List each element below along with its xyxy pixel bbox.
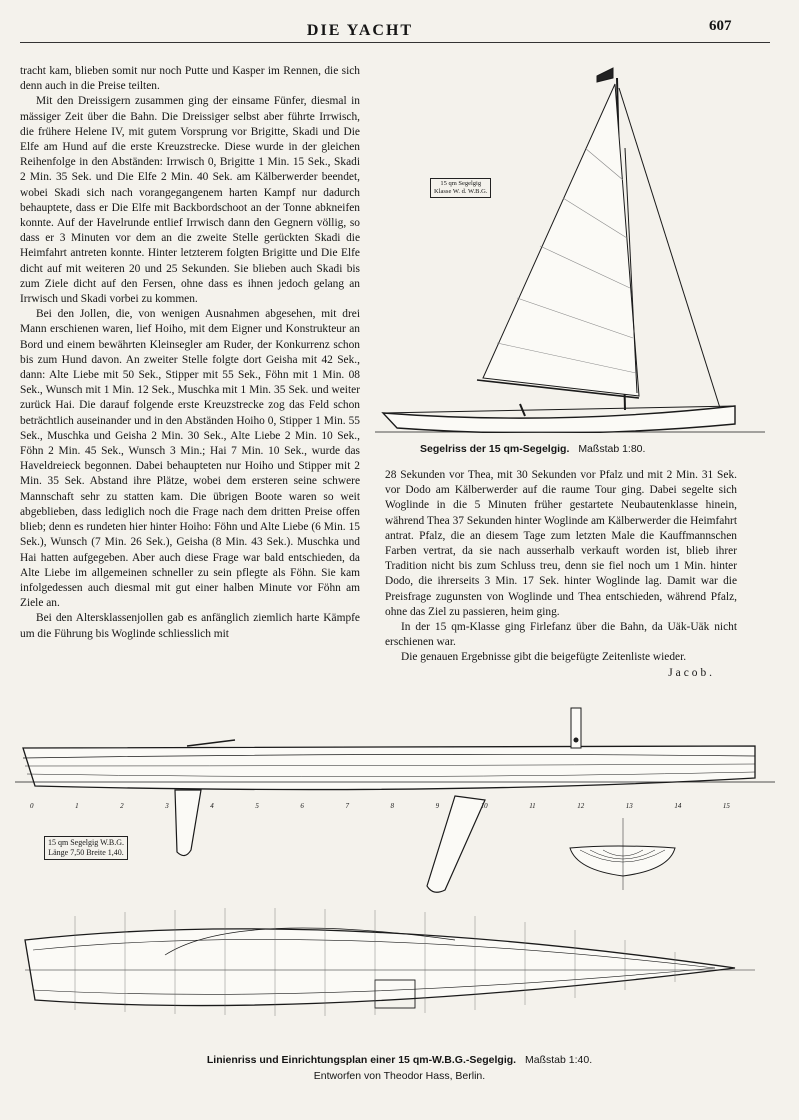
station-number: 12 [577,802,585,810]
caption-title: Segelriss der 15 qm-Segelgig. [420,443,570,455]
signoff-line [385,666,737,681]
station-number: 7 [345,802,349,810]
sail-plan-stamp [430,178,491,198]
station-number: 2 [120,802,124,810]
paragraph: In der 15 qm-Klasse ging Firlefanz über die Bahn, da Uäk-Uäk nicht erschienen war. [385,621,737,649]
station-numbers [30,802,730,810]
header-rule [20,42,770,43]
paragraph: Die genauen Ergebnisse gibt die beigefügte Zeitenliste wieder. [401,651,687,664]
paragraph: Mit den Dreissigern zusammen ging der einsame Fünfer, diesmal in mässiger Zeit über die Bahn. Die Dreissiger selbst aber führte Irrwisch, die frühere Helene IV, mit gutem Vorsprung vor Brigitte, Skadi und Die Elfe am Hund auf die erste Kreuzstrecke. Diese wurde in der gleichen Reihenfolge in den Abständen: Irrwisch 0, Brigitte 1 Min. 15 Sek., Skadi 2 Min. 35 Sek. und Die Elfe 2 Min. 40 Sek. am Kälberwerder beendet, wobei Skadi sich nach vorangegangenem harten Kampf nur dadurch behauptete, dass er Die Elfe mit Backbordschoot an der Tonne abkneifen konnte. Auf der Havelrunde entlief Irrwisch dann den Gegnern völlig, so dass er 3 Minuten vor dem an die zweite Stelle gerückten Skadi die Heimfahrt antreten konnte. Hinter letzterem folgten Brigitte und Die Elfe dicht auf mit weiteren 20 und 25 Sekunden. Sie blieben auch Skadi bis zum Ziele dicht auf den Fersen, ohne dass es ihnen jedoch gelang an Irrwisch und Skadi vorbei zu kommen. [20,95,360,306]
station-number: 4 [210,802,214,810]
paragraph: Bei den Altersklassenjollen gab es anfänglich ziemlich harte Kämpfe um die Führung bis Woglinde schliesslich mit [20,612,360,640]
stamp-line: Länge 7,50 Breite 1,40. [48,848,124,857]
station-number: 10 [480,802,488,810]
station-number: 3 [165,802,169,810]
station-number: 15 [722,802,730,810]
journal-title: DIE YACHT [306,22,414,39]
station-number: 0 [30,802,34,810]
page-number: 607 [709,18,732,34]
station-number: 14 [674,802,682,810]
sail-plan-drawing [375,48,770,433]
station-number: 5 [255,802,259,810]
paragraph: 28 Sekunden vor Thea, mit 30 Sekunden vor Pfalz und mit 2 Min. 31 Sek. vor Dodo am Kälberwerder auf die raume Tour ging. Dabei segelte sich Woglinde in die 5 Minuten früher gestartete Neubautenklasse hinein, während Thea 37 Sekunden hinter Woglinde am Kälberwerder die Heimfahrt antrat. Pfalz, die an diesem Tage zum letzten Male die Kauffmannschen Farben vertrat, da sie nach ausserhalb verkauft worden ist, blieb ihrer Tradition nicht bis zum Schluss treu, denn sie fiel noch um 1 Min. hinter Dodo, die ihrerseits 3 Min. 17 Sek. hinter Woglinde lag. Damit war die Preisfrage zugunsten von Woglinde und Thea entschieden, während Pfalz, ohne das Ziel zu passieren, heim ging. [385,469,737,618]
stamp-line: 15 qm Segelgig [440,180,482,187]
station-number: 8 [390,802,394,810]
sail-plan-caption [420,443,750,455]
paragraph: Bei den Jollen, die, von wenigen Ausnahmen abgesehen, mit drei Mann erschienen waren, lief Hoiho, mit dem Eigner und Konstrukteur an Bord und einem bewährten Kleinsegler am Ruder, der Konkurrenz schon bis zum Hund davon. An zweiter Stelle folgte dort Geisha mit 42 Sek., dann: Alte Liebe mit 50 Sek., Stipper mit 55 Sek., Föhn mit 1 Min. 08 Sek., Wunsch mit 1 Min. 12 Sek., Muschka mit 1 Min. 35 Sek. und weiter zurück Hai. Die darauf folgende erste Kreuzstrecke zog das Feld schon beträchtlich auseinander und in den Abständen Hoiho 0, Stipper 1 Min. 55 Sek., Muschka und Geisha 2 Min. 30 Sek., Alte Liebe 2 Min. 10 Sek., Föhn 2 Min. 45 Sek., Wunsch 3 Min.; Hai 7 Min. 10 Sek., wurde das Haveldreieck begonnen. Dabei behaupteten nur Hoiho und Stipper mit 2 Min. 35 Sek. Abstand ihre Plätze, wobei dem ersteren seine schwere Mannschaft sehr zu statten kam. Die übrigen Boote waren so weit abgeblieben, dass lediglich noch die Frage nach dem dritten Preise offen blieb; denn es rundeten hier hinter Hoiho: Föhn und Alte Liebe (6 Min. 15 Sek.), Wunsch (7 Min. 26 Sek.), Geisha (8 Min. 43 Sek.). Muschka und Hai hatten aufgegeben. Aber auch diese Frage war bald entschieden, da Alte Liebe im allgemeinen schneller zu sein pflegte als Föhn. Sie kam infolgedessen auch diesmal mit gut einer halben Minute vor Föhn am Ziele an. [20,308,360,610]
caption-designer: Entworfen von Theodor Hass, Berlin. [313,1070,486,1082]
caption-title: Linienriss und Einrichtungsplan einer 15 qm-W.B.G.-Segelgig. [206,1054,517,1066]
stamp-line: 15 qm Segelgig W.B.G. [48,838,125,847]
caption-scale: Maßstab 1:40. [525,1054,593,1066]
paragraph: tracht kam, blieben somit nur noch Putte und Kasper im Rennen, die sich denn auch in die Preise teilten. [20,65,360,93]
station-number: 6 [300,802,304,810]
station-number: 11 [529,802,536,810]
station-number: 13 [625,802,633,810]
lines-plan-caption [0,1052,799,1084]
lines-plan-drawing [15,700,785,1045]
author-signature: Jacob. [668,666,715,679]
station-number: 1 [75,802,79,810]
caption-scale: Maßstab 1:80. [578,443,646,455]
left-column-text [20,64,360,642]
station-number: 9 [435,802,440,810]
stamp-line: Klasse W. d. W.B.G. [434,188,488,195]
lines-plan-stamp [44,836,128,860]
right-column-text [385,468,737,681]
